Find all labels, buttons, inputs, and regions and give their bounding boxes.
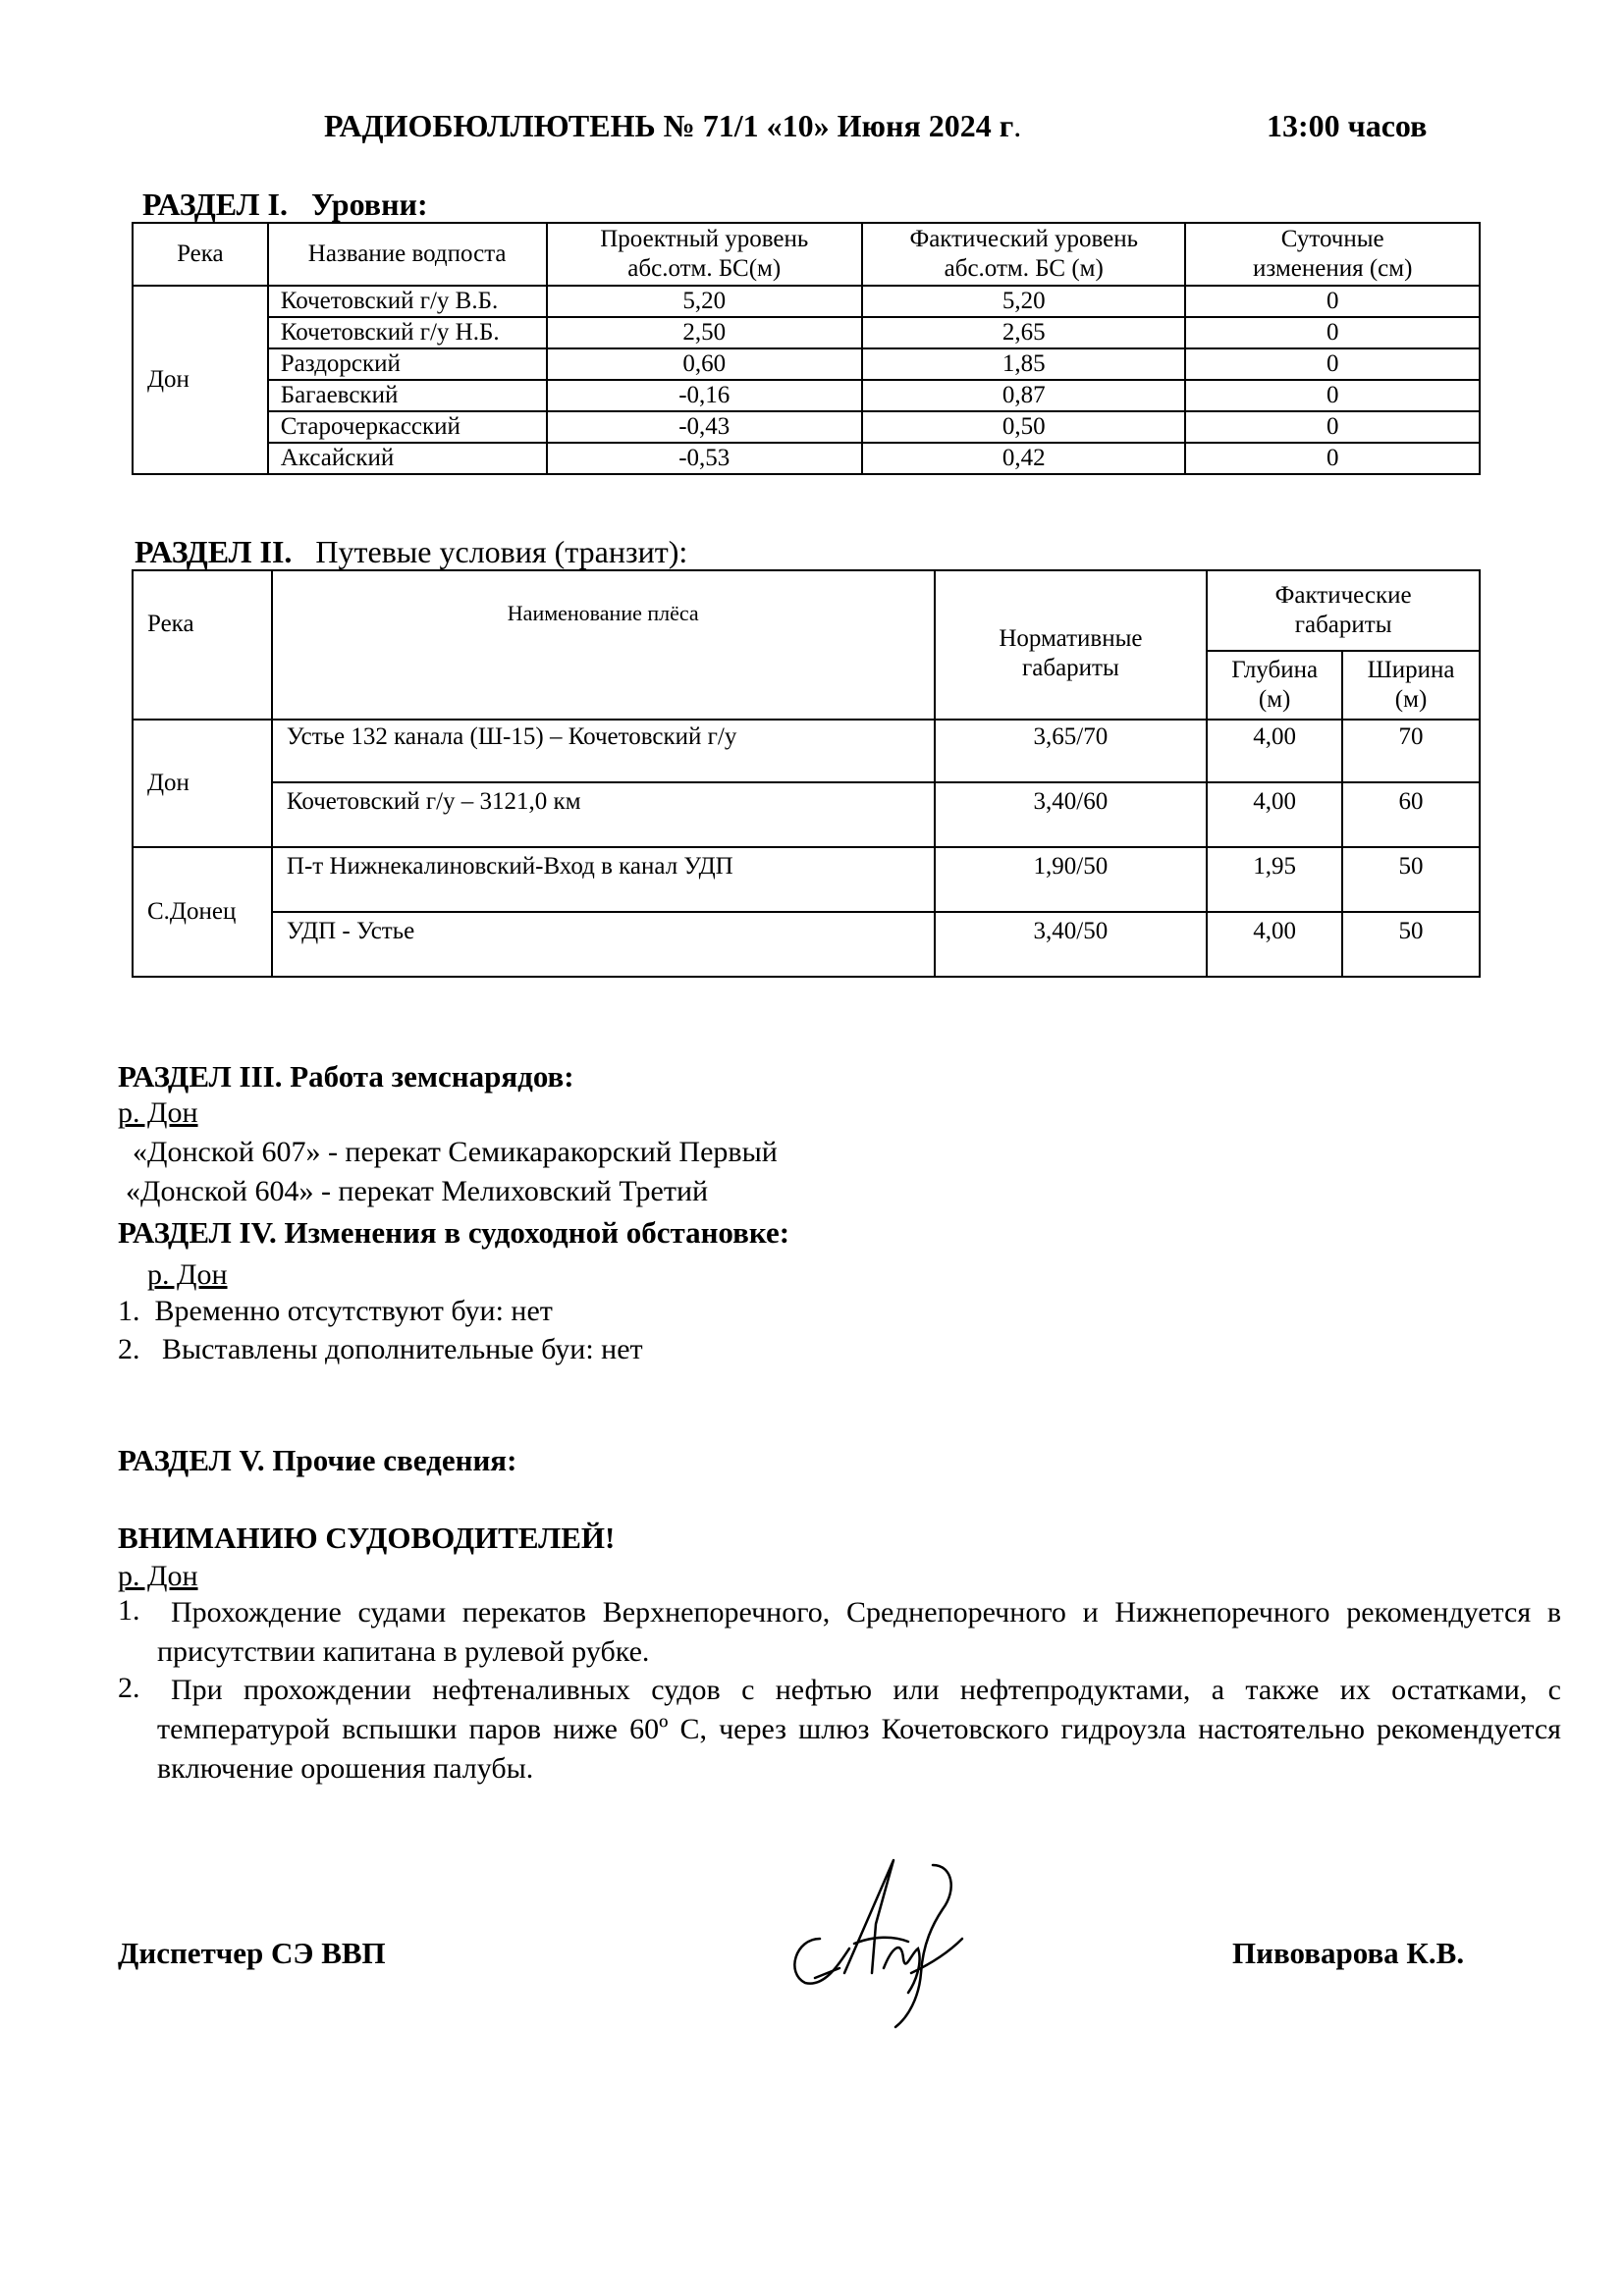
table-row (133, 443, 1480, 474)
stretch-name: Устье 132 канала (Ш-15) – Кочетовский г/у (272, 720, 935, 782)
dispatcher-position: Диспетчер СЭ ВВП (118, 1936, 386, 1970)
section2-heading: РАЗДЕЛ II. Путевые условия (транзит): (135, 534, 688, 569)
actual-width: 50 (1342, 847, 1480, 912)
section4-heading: РАЗДЕЛ IV. Изменения в судоходной обстановке: (118, 1215, 790, 1250)
table-row (133, 782, 1480, 847)
design-level: -0,16 (547, 380, 862, 411)
daily-change: 0 (1185, 348, 1480, 380)
section4-river: р. Дон (147, 1258, 228, 1291)
section5-heading: РАЗДЕЛ V. Прочие сведения: (118, 1443, 517, 1477)
table-row (133, 348, 1480, 380)
actual-depth: 4,00 (1207, 720, 1342, 782)
col-design-level: Проектный уровень абс.отм. БС(м) (547, 223, 862, 286)
daily-change: 0 (1185, 443, 1480, 474)
actual-width: 60 (1342, 782, 1480, 847)
transit-table (132, 569, 1481, 978)
col-actual: Фактические габариты (1207, 570, 1480, 651)
transit-header-row (133, 570, 1480, 651)
dredger-item: «Донской 607» - перекат Семикаракорский Первый (133, 1136, 778, 1168)
notice-item-number: 2. (118, 1672, 140, 1704)
actual-level: 0,50 (862, 411, 1185, 443)
normative-dims: 3,40/60 (935, 782, 1208, 847)
table-row (133, 380, 1480, 411)
col-river: Река (133, 223, 268, 286)
actual-depth: 4,00 (1207, 912, 1342, 977)
table-row (133, 720, 1480, 782)
design-level: 2,50 (547, 317, 862, 348)
actual-width: 50 (1342, 912, 1480, 977)
stretch-name: П-т Нижнекалиновский-Вход в канал УДП (272, 847, 935, 912)
design-level: -0,43 (547, 411, 862, 443)
col-actual-level: Фактический уровень абс.отм. БС (м) (862, 223, 1185, 286)
actual-level: 1,85 (862, 348, 1185, 380)
design-level: 5,20 (547, 286, 862, 317)
col-width: Ширина (м) (1342, 651, 1480, 720)
levels-table (132, 222, 1481, 475)
actual-level: 5,20 (862, 286, 1185, 317)
section1-heading: РАЗДЕЛ I. Уровни: (142, 187, 428, 222)
normative-dims: 1,90/50 (935, 847, 1208, 912)
notice-item-text: Прохождение судами перекатов Верхнепоречного, Среднепоречного и Нижнепоречного рекомендуется в присутствии капитана в рулевой рубке. (157, 1596, 1561, 1668)
notice-heading: ВНИМАНИЮ СУДОВОДИТЕЛЕЙ! (118, 1521, 616, 1555)
river-cell: Дон (133, 720, 272, 847)
col-stretch: Наименование плёса (272, 570, 935, 720)
col-normative: Нормативные габариты (935, 570, 1208, 720)
gauge-name: Раздорский (268, 348, 547, 380)
col-depth: Глубина (м) (1207, 651, 1342, 720)
table-row (133, 847, 1480, 912)
actual-width: 70 (1342, 720, 1480, 782)
actual-level: 0,42 (862, 443, 1185, 474)
signature-image (785, 1845, 982, 2032)
daily-change: 0 (1185, 286, 1480, 317)
dispatcher-name: Пивоварова К.В. (1232, 1936, 1465, 1970)
actual-depth: 1,95 (1207, 847, 1342, 912)
notice-item-text: При прохождении нефтеналивных судов с нефтью или нефтепродуктами, а также их остатками, с температурой вспышки паров ниже 60º С, через шлюз Кочетовского гидроузла настоятельно рекомендуется включение орошения палубы. (157, 1674, 1561, 1785)
section3-heading: РАЗДЕЛ III. Работа земснарядов: (118, 1059, 574, 1094)
dredger-item: «Донской 604» - перекат Мелиховский Третий (126, 1175, 709, 1207)
notice-river: р. Дон (118, 1560, 198, 1592)
stretch-name: УДП - Устье (272, 912, 935, 977)
table-row (133, 411, 1480, 443)
col-gauge-name: Название водпоста (268, 223, 547, 286)
section3-river: р. Дон (118, 1096, 198, 1129)
normative-dims: 3,65/70 (935, 720, 1208, 782)
gauge-name: Кочетовский г/у В.Б. (268, 286, 547, 317)
daily-change: 0 (1185, 317, 1480, 348)
list-item: 1. Временно отсутствуют буи: нет (118, 1295, 553, 1327)
bulletin-title: РАДИОБЮЛЛЮТЕНЬ № 71/1 «10» Июня 2024 г. (324, 108, 1022, 143)
gauge-name: Багаевский (268, 380, 547, 411)
actual-level: 2,65 (862, 317, 1185, 348)
design-level: 0,60 (547, 348, 862, 380)
normative-dims: 3,40/50 (935, 912, 1208, 977)
river-cell: С.Донец (133, 847, 272, 977)
col-river: Река (133, 570, 272, 720)
gauge-name: Кочетовский г/у Н.Б. (268, 317, 547, 348)
daily-change: 0 (1185, 380, 1480, 411)
river-cell: Дон (133, 286, 268, 474)
list-item: 2. Выставлены дополнительные буи: нет (118, 1333, 643, 1365)
table-row (133, 912, 1480, 977)
stretch-name: Кочетовский г/у – 3121,0 км (272, 782, 935, 847)
levels-header-row (133, 223, 1480, 286)
col-daily-change: Суточные изменения (см) (1185, 223, 1480, 286)
actual-level: 0,87 (862, 380, 1185, 411)
actual-depth: 4,00 (1207, 782, 1342, 847)
table-row (133, 286, 1480, 317)
design-level: -0,53 (547, 443, 862, 474)
gauge-name: Аксайский (268, 443, 547, 474)
table-row (133, 317, 1480, 348)
notice-item-number: 1. (118, 1594, 140, 1627)
daily-change: 0 (1185, 411, 1480, 443)
bulletin-time: 13:00 часов (1267, 108, 1428, 143)
gauge-name: Старочеркасский (268, 411, 547, 443)
